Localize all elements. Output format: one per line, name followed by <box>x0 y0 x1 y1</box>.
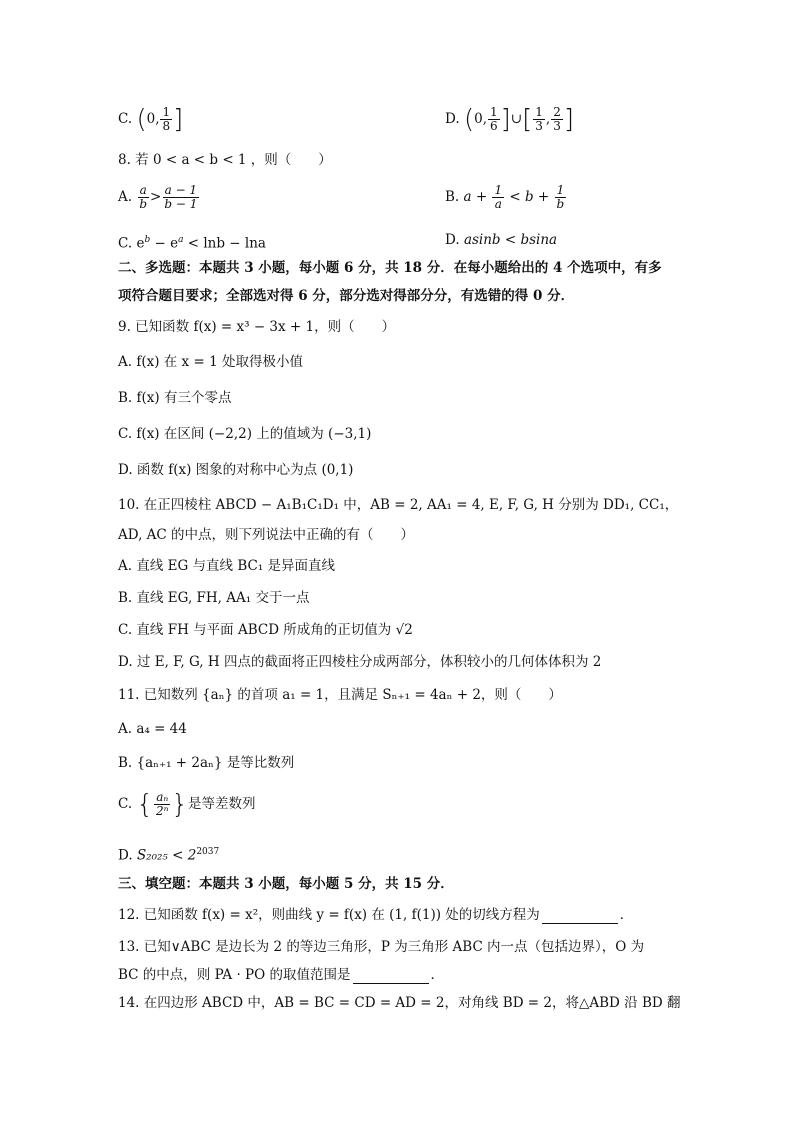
math-text: < lnb − lna <box>183 235 266 252</box>
math-text: e <box>136 235 145 252</box>
answer-blank[interactable] <box>542 909 618 924</box>
option-label: C. <box>118 235 133 252</box>
section-2-instructions: 项符合题目要求；全部选对得 6 分，部分选对得部分分，有选错的得 0 分． <box>118 288 575 304</box>
fraction: $\frac{1}{8}$ <box>162 105 171 133</box>
q9-option-d: D. 函数 f(x) 图象的对称中心为点 (0,1) <box>118 462 354 478</box>
exponent: 2037 <box>196 847 220 857</box>
math-text: a + <box>463 189 492 205</box>
q8-option-c <box>118 231 266 253</box>
q9-option-b: B. f(x) 有三个零点 <box>118 390 232 406</box>
interval-left: 0 <box>474 111 483 127</box>
q9-stem: 9. 已知函数 f(x) = x³ − 3x + 1，则（ ） <box>118 319 396 335</box>
q11-option-b: B. {aₙ₊₁ + 2aₙ} 是等比数列 <box>118 755 295 771</box>
section-2-heading: 二、多选题：本题共 3 小题，每小题 6 分，共 18 分．在每小题给出的 4 个选项中，有多 <box>118 260 662 276</box>
q10-option-a: A. 直线 EG 与直线 BC₁ 是异面直线 <box>118 558 336 574</box>
q9-option-c: C. f(x) 在区间 (−2,2) 上的值域为 (−3,1) <box>118 426 372 442</box>
bracket-right: ] <box>563 104 574 135</box>
q11-option-a: A. a₄ = 44 <box>118 721 187 737</box>
q8-option-b <box>445 184 567 211</box>
punctuation: ． <box>619 907 634 923</box>
operator: > <box>150 189 162 205</box>
q8-option-d <box>445 231 557 249</box>
paren-left: ( <box>463 104 475 135</box>
interval-left: 0 <box>146 111 156 127</box>
math-text: S₂₀₂₅ < 2 <box>136 847 197 864</box>
math-text: < b + <box>505 189 554 205</box>
paren-left: ( <box>136 104 147 135</box>
q10-stem-line2: AD, AC 的中点，则下列说法中正确的有（ ） <box>118 527 415 543</box>
q13-stem-line1: 13. 已知∨ABC 是边长为 2 的等边三角形，P 为三角形 ABC 内一点（包括边界），O 为 <box>118 939 645 955</box>
fraction: $\frac{2}{3}$ <box>553 105 561 133</box>
bracket-right: ] <box>173 104 184 135</box>
fraction: $\frac{a}{b}$ <box>139 183 148 211</box>
q11-option-c <box>118 791 256 818</box>
brace-right: } <box>171 789 189 820</box>
option-d-prev: D. (0, $\frac{1}{6}$ ]∪[ $\frac{1}{3}$ , $\frac{2}{3}$ ] <box>445 104 574 135</box>
punctuation: ． <box>430 967 444 983</box>
q8-option-a <box>118 184 200 211</box>
fraction: $\frac{1}{b}$ <box>556 183 565 211</box>
option-label: B. <box>445 189 460 205</box>
option-text: 是等差数列 <box>188 796 256 812</box>
option-label: D. <box>445 111 460 127</box>
bracket-left: [ <box>522 104 533 135</box>
q14-stem-line1: 14. 在四边形 ABCD 中，AB = BC = CD = AD = 2，对角线 BD = 2，将△ABD 沿 BD 翻 <box>118 995 681 1011</box>
q10-stem-line1: 10. 在正四棱柱 ABCD − A₁B₁C₁D₁ 中，AB = 2, AA₁ = 4, E, F, G, H 分别为 DD₁, CC₁， <box>118 497 679 513</box>
fraction: $\frac{1}{6}$ <box>489 105 498 133</box>
union-symbol: ∪ <box>510 111 523 127</box>
q11-stem: 11. 已知数列 {aₙ} 的首项 a₁ = 1，且满足 Sₙ₊₁ = 4aₙ + 2，则（ ） <box>118 687 562 703</box>
q13-stem-line2 <box>118 966 444 984</box>
fraction: $\frac{1}{3}$ <box>535 105 543 133</box>
q8-stem: 8. 若 0 < a < b < 1 ，则（ ） <box>118 152 332 168</box>
math-text: − e <box>150 235 179 252</box>
option-c-prev: C. (0, $\frac{1}{8}$ ] <box>118 104 184 135</box>
option-label: D. <box>445 232 460 248</box>
exponent: b <box>144 235 151 245</box>
fraction: $\frac{\text{aₙ}}{\text{2ⁿ}}$ <box>155 790 169 818</box>
option-label: A. <box>118 189 133 205</box>
q10-option-d: D. 过 E, F, G, H 四点的截面将正四棱柱分成两部分，体积较小的几何体体积为 2 <box>118 654 602 670</box>
brace-left: { <box>136 789 153 820</box>
q10-option-b: B. 直线 EG, FH, AA₁ 交于一点 <box>118 590 310 606</box>
question-text: BC 的中点，则 PA · PO 的取值范围是 <box>118 967 351 983</box>
option-label: C. <box>118 111 133 127</box>
option-label: D. <box>118 847 133 864</box>
q9-option-a: A. f(x) 在 x = 1 处取得极小值 <box>118 354 303 370</box>
q10-option-c: C. 直线 FH 与平面 ABCD 所成角的正切值为 √2 <box>118 622 413 638</box>
fraction: $\frac{1}{a}$ <box>494 183 503 211</box>
bracket-right: ] <box>500 104 511 135</box>
exponent: a <box>178 235 184 245</box>
q11-option-d <box>118 843 219 865</box>
option-label: C. <box>118 796 133 812</box>
fraction: $\frac{a - 1}{b - 1}$ <box>164 183 198 211</box>
math-text: asinb < bsina <box>463 232 558 248</box>
answer-blank[interactable] <box>353 969 429 984</box>
q12-stem <box>118 906 633 924</box>
section-3-heading: 三、填空题：本题共 3 小题，每小题 5 分，共 15 分． <box>118 876 454 892</box>
question-text: 12. 已知函数 f(x) = x²，则曲线 y = f(x) 在 (1, f(1)) 处的切线方程为 <box>118 907 540 923</box>
